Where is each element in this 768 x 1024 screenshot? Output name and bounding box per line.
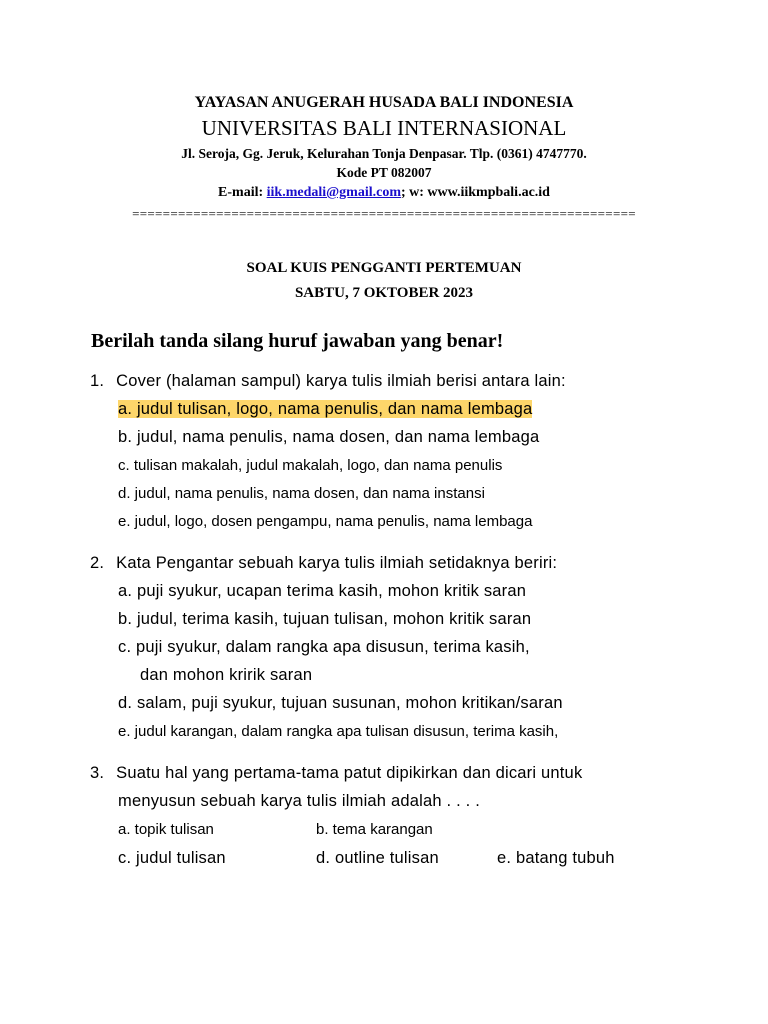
email-link[interactable]: iik.medali@gmail.com (266, 185, 401, 200)
question-number: 3. (90, 764, 105, 782)
question-number: 1. (90, 372, 105, 390)
email-label: E-mail: (218, 185, 267, 200)
q3-option-c[interactable]: c. judul tulisan (118, 849, 226, 867)
q1-option-a[interactable] (118, 400, 532, 419)
q2-option-b[interactable]: b. judul, terima kasih, tujuan tulisan, mohon kritik saran (118, 610, 532, 628)
university-name: UNIVERSITAS BALI INTERNASIONAL (201, 116, 567, 140)
q2-option-c-continued: dan mohon kririk saran (140, 666, 313, 684)
q3-option-d[interactable]: d. outline tulisan (316, 849, 439, 867)
quiz-title: SOAL KUIS PENGGANTI PERTEMUAN (246, 260, 522, 276)
question-number: 2. (90, 554, 105, 572)
answer-highlight: a. judul tulisan, logo, nama penulis, dan nama lembaga (118, 400, 533, 418)
website-text: ; w: www.iikmpbali.ac.id (401, 185, 550, 200)
quiz-date: SABTU, 7 OKTOBER 2023 (294, 285, 474, 301)
question-3 (90, 764, 582, 783)
address-line: Jl. Seroja, Gg. Jeruk, Kelurahan Tonja Denpasar. Tlp. (0361) 4747770. (181, 146, 587, 161)
q3-option-b[interactable]: b. tema karangan (316, 821, 433, 838)
q1-option-c[interactable]: c. tulisan makalah, judul makalah, logo, dan nama penulis (118, 457, 503, 474)
question-3-continued: menyusun sebuah karya tulis ilmiah adalah . . . . (118, 792, 480, 810)
q2-option-c[interactable]: c. puji syukur, dalam rangka apa disusun, terima kasih, (118, 638, 530, 656)
q2-option-d[interactable]: d. salam, puji syukur, tujuan susunan, mohon kritikan/saran (118, 694, 563, 712)
institution-code: Kode PT 082007 (336, 165, 432, 180)
question-text: Suatu hal yang pertama-tama patut dipikirkan dan dicari untuk (116, 764, 583, 782)
question-text: Cover (halaman sampul) karya tulis ilmiah berisi antara lain: (116, 372, 566, 390)
question-text: Kata Pengantar sebuah karya tulis ilmiah setidaknya beriri: (116, 554, 558, 572)
header-separator: ================================================================== (132, 206, 636, 221)
q2-option-e[interactable]: e. judul karangan, dalam rangka apa tulisan disusun, terima kasih, (118, 723, 559, 740)
q2-option-a[interactable]: a. puji syukur, ucapan terima kasih, mohon kritik saran (118, 582, 527, 600)
q1-option-e[interactable]: e. judul, logo, dosen pengampu, nama penulis, nama lembaga (118, 513, 533, 530)
q3-option-e[interactable]: e. batang tubuh (497, 849, 615, 867)
question-2 (90, 554, 557, 573)
contact-line (0, 185, 768, 201)
question-1 (90, 372, 566, 391)
instruction: Berilah tanda silang huruf jawaban yang benar! (91, 330, 504, 352)
q1-option-b[interactable]: b. judul, nama penulis, nama dosen, dan nama lembaga (118, 428, 540, 446)
q1-option-d[interactable]: d. judul, nama penulis, nama dosen, dan nama instansi (118, 485, 485, 502)
foundation-name: YAYASAN ANUGERAH HUSADA BALI INDONESIA (194, 94, 574, 111)
q3-option-a[interactable]: a. topik tulisan (118, 821, 214, 838)
